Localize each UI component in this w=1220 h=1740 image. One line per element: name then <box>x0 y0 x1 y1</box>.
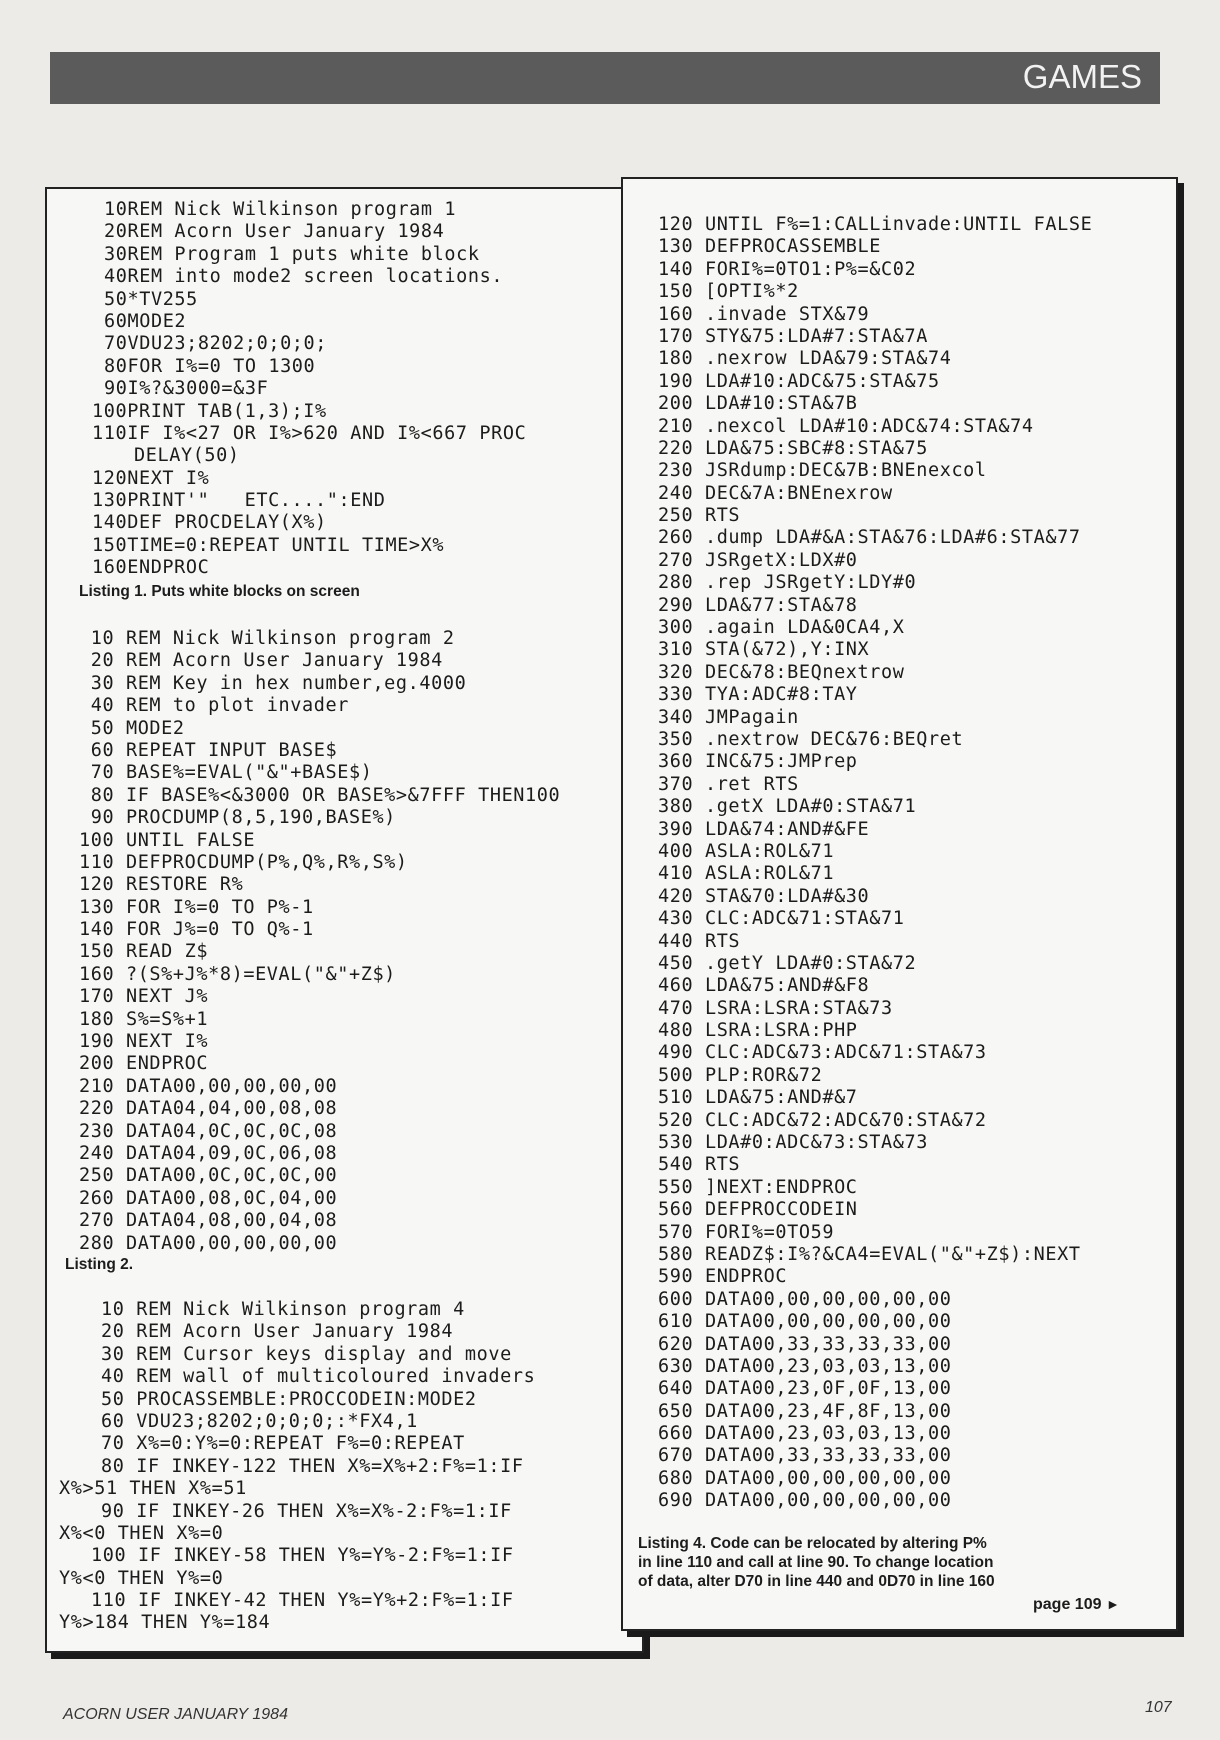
code-line: 280 DATA00,00,00,00,00 <box>79 1232 338 1254</box>
code-line: 270 DATA04,08,00,04,08 <box>79 1210 338 1232</box>
code-line: 70 X%=0:Y%=0:REPEAT F%=0:REPEAT <box>101 1433 465 1455</box>
code-line: 160ENDPROC <box>92 557 210 579</box>
code-line: 170 STY&75:LDA#7:STA&7A <box>658 325 928 347</box>
code-line: 660 DATA00,23,03,03,13,00 <box>658 1423 952 1445</box>
code-line: 340 JMPagain <box>658 706 799 728</box>
code-line: 260 DATA00,08,0C,04,00 <box>79 1187 338 1209</box>
code-line: 150TIME=0:REPEAT UNTIL TIME>X% <box>92 534 445 556</box>
code-line: Y%<0 THEN Y%=0 <box>59 1567 224 1589</box>
code-line: 220 DATA04,04,00,08,08 <box>79 1098 338 1120</box>
code-line: 90 IF INKEY-26 THEN X%=X%-2:F%=1:IF <box>101 1500 512 1522</box>
code-line: 320 DEC&78:BEQnextrow <box>658 661 905 683</box>
code-line: 440 RTS <box>658 930 741 952</box>
listing-2-caption: Listing 2. <box>65 1256 134 1273</box>
section-title: GAMES <box>1022 58 1142 95</box>
code-line: 90I%?&3000=&3F <box>104 378 269 400</box>
code-line: 470 LSRA:LSRA:STA&73 <box>658 997 893 1019</box>
code-line: 140 FORI%=0TO1:P%=&C02 <box>658 258 917 280</box>
code-line: 460 LDA&75:AND#&F8 <box>658 975 870 997</box>
code-line: 60MODE2 <box>104 310 187 332</box>
code-line: 210 DATA00,00,00,00,00 <box>79 1075 338 1097</box>
code-line: 400 ASLA:ROL&71 <box>658 840 835 862</box>
code-line: 490 CLC:ADC&73:ADC&71:STA&73 <box>658 1042 987 1064</box>
code-line: 20 REM Acorn User January 1984 <box>79 650 443 672</box>
code-line: 650 DATA00,23,4F,8F,13,00 <box>658 1400 952 1422</box>
code-line: 50 MODE2 <box>79 717 185 739</box>
code-line: 160 ?(S%+J%*8)=EVAL("&"+Z$) <box>79 963 396 985</box>
code-line: 30REM Program 1 puts white block <box>104 243 480 265</box>
code-line: 160 .invade STX&79 <box>658 303 870 325</box>
code-line: 390 LDA&74:AND#&FE <box>658 818 870 840</box>
code-line: 190 LDA#10:ADC&75:STA&75 <box>658 370 940 392</box>
code-line: 10REM Nick Wilkinson program 1 <box>104 199 457 220</box>
code-line: 200 ENDPROC <box>79 1053 209 1075</box>
right-listing-panel <box>621 177 1178 1631</box>
section-header-bar <box>50 52 1160 104</box>
code-line: 140DEF PROCDELAY(X%) <box>92 512 327 534</box>
code-line: 80FOR I%=0 TO 1300 <box>104 355 316 377</box>
code-line: 250 DATA00,0C,0C,0C,00 <box>79 1165 338 1187</box>
code-line: 100 UNTIL FALSE <box>79 829 256 851</box>
continued-page-ref <box>1033 1596 1120 1614</box>
code-line: 310 STA(&72),Y:INX <box>658 639 870 661</box>
code-line: 330 TYA:ADC#8:TAY <box>658 684 858 706</box>
code-line: 420 STA&70:LDA#&30 <box>658 885 870 907</box>
code-line: 90 PROCDUMP(8,5,190,BASE%) <box>79 807 396 829</box>
code-line: 80 IF BASE%<&3000 OR BASE%>&7FFF THEN100 <box>79 784 561 806</box>
code-line: 80 IF INKEY-122 THEN X%=X%+2:F%=1:IF <box>101 1455 524 1477</box>
code-line: 360 INC&75:JMPrep <box>658 751 858 773</box>
code-line: 380 .getX LDA#0:STA&71 <box>658 796 917 818</box>
code-line: 410 ASLA:ROL&71 <box>658 863 835 885</box>
code-line: 110 DEFPROCDUMP(P%,Q%,R%,S%) <box>79 851 408 873</box>
code-line: 40 REM wall of multicoloured invaders <box>101 1366 536 1388</box>
code-line: 110 IF INKEY-42 THEN Y%=Y%+2:F%=1:IF <box>91 1590 514 1612</box>
code-line: 510 LDA&75:AND#&7 <box>658 1087 858 1109</box>
code-line: 110IF I%<27 OR I%>620 AND I%<667 PROC <box>92 422 527 444</box>
code-line: 20REM Acorn User January 1984 <box>104 221 445 243</box>
code-line: 240 DEC&7A:BNEnexrow <box>658 482 893 504</box>
code-line: Y%>184 THEN Y%=184 <box>59 1612 271 1634</box>
code-line: 520 CLC:ADC&72:ADC&70:STA&72 <box>658 1109 987 1131</box>
code-line: 30 REM Cursor keys display and move <box>101 1343 512 1365</box>
continued-label: page 109 <box>1033 1596 1102 1613</box>
code-line: 120NEXT I% <box>92 467 210 489</box>
code-line: 50 PROCASSEMBLE:PROCCODEIN:MODE2 <box>101 1388 477 1410</box>
code-line: DELAY(50) <box>134 445 240 467</box>
code-line: 190 NEXT I% <box>79 1031 209 1053</box>
code-line: 40REM into mode2 screen locations. <box>104 266 504 288</box>
code-line: 130PRINT'" ETC....":END <box>92 490 386 512</box>
code-line: 130 DEFPROCASSEMBLE <box>658 236 882 258</box>
code-line: 130 FOR I%=0 TO P%-1 <box>79 896 314 918</box>
listing-4-caption: Listing 4. Code can be relocated by altering P% in line 110 and call at line 90. To change location of data, alter D70 in line 440 and 0D70 in line 160 <box>638 1535 995 1590</box>
code-line: X%>51 THEN X%=51 <box>59 1478 247 1500</box>
code-line: 580 READZ$:I%?&CA4=EVAL("&"+Z$):NEXT <box>658 1243 1081 1265</box>
code-line: 680 DATA00,00,00,00,00,00 <box>658 1467 952 1489</box>
code-line: 350 .nextrow DEC&76:BEQret <box>658 728 964 750</box>
code-line: 260 .dump LDA#&A:STA&76:LDA#6:STA&77 <box>658 527 1081 549</box>
listing-1-caption: Listing 1. Puts white blocks on screen <box>79 583 360 600</box>
code-line: 220 LDA&75:SBC#8:STA&75 <box>658 437 928 459</box>
code-line: 690 DATA00,00,00,00,00,00 <box>658 1490 952 1512</box>
code-line: 640 DATA00,23,0F,0F,13,00 <box>658 1378 952 1400</box>
code-line: 10 REM Nick Wilkinson program 2 <box>79 628 455 649</box>
code-line: 100 IF INKEY-58 THEN Y%=Y%-2:F%=1:IF <box>91 1545 514 1567</box>
code-line: 40 REM to plot invader <box>79 695 349 717</box>
code-line: 170 NEXT J% <box>79 986 209 1008</box>
listing-1 <box>92 199 526 580</box>
code-line: 240 DATA04,09,0C,06,08 <box>79 1142 338 1164</box>
code-line: 600 DATA00,00,00,00,00,00 <box>658 1288 952 1310</box>
listing-2 <box>79 628 560 1255</box>
code-line: 150 [OPTI%*2 <box>658 281 799 303</box>
listing-4-part-1 <box>59 1299 535 1635</box>
code-line: 590 ENDPROC <box>658 1266 788 1288</box>
code-line: 210 .nexcol LDA#10:ADC&74:STA&74 <box>658 415 1034 437</box>
code-line: 280 .rep JSRgetY:LDY#0 <box>658 572 917 594</box>
code-line: 550 ]NEXT:ENDPROC <box>658 1176 858 1198</box>
code-line: 530 LDA#0:ADC&73:STA&73 <box>658 1132 928 1154</box>
code-line: 100PRINT TAB(1,3);I% <box>92 400 327 422</box>
code-line: 70 BASE%=EVAL("&"+BASE$) <box>79 762 373 784</box>
code-line: 180 .nexrow LDA&79:STA&74 <box>658 348 952 370</box>
code-line: 60 VDU23;8202;0;0;0;:*FX4,1 <box>101 1410 418 1432</box>
code-line: 370 .ret RTS <box>658 773 799 795</box>
code-line: 620 DATA00,33,33,33,33,00 <box>658 1333 952 1355</box>
magazine-footer: ACORN USER JANUARY 1984 <box>63 1706 288 1723</box>
code-line: 200 LDA#10:STA&7B <box>658 393 858 415</box>
code-line: 560 DEFPROCCODEIN <box>658 1199 858 1221</box>
code-line: 500 PLP:ROR&72 <box>658 1064 823 1086</box>
code-line: 570 FORI%=0TO59 <box>658 1221 835 1243</box>
code-line: 430 CLC:ADC&71:STA&71 <box>658 908 905 930</box>
code-line: X%<0 THEN X%=0 <box>59 1522 224 1544</box>
code-line: 30 REM Key in hex number,eg.4000 <box>79 672 467 694</box>
code-line: 630 DATA00,23,03,03,13,00 <box>658 1355 952 1377</box>
code-line: 120 RESTORE R% <box>79 874 244 896</box>
code-line: 70VDU23;8202;0;0;0; <box>104 333 328 355</box>
code-line: 230 DATA04,0C,0C,0C,08 <box>79 1120 338 1142</box>
code-line: 480 LSRA:LSRA:PHP <box>658 1020 858 1042</box>
code-line: 50*TV255 <box>104 288 198 310</box>
listing-4-part-2 <box>658 214 1092 1513</box>
code-line: 670 DATA00,33,33,33,33,00 <box>658 1445 952 1467</box>
code-line: 270 JSRgetX:LDX#0 <box>658 549 858 571</box>
code-line: 20 REM Acorn User January 1984 <box>101 1321 454 1343</box>
code-line: 300 .again LDA&0CA4,X <box>658 617 905 639</box>
code-line: 10 REM Nick Wilkinson program 4 <box>101 1299 465 1320</box>
code-line: 230 JSRdump:DEC&7B:BNEnexcol <box>658 460 987 482</box>
code-line: 150 READ Z$ <box>79 941 209 963</box>
code-line: 60 REPEAT INPUT BASE$ <box>79 739 338 761</box>
code-line: 180 S%=S%+1 <box>79 1008 209 1030</box>
left-listing-panel <box>45 187 644 1653</box>
page-number: 107 <box>1145 1699 1172 1716</box>
code-line: 250 RTS <box>658 505 741 527</box>
code-line: 450 .getY LDA#0:STA&72 <box>658 952 917 974</box>
code-line: 610 DATA00,00,00,00,00,00 <box>658 1311 952 1333</box>
continue-arrow-icon: ► <box>1105 1596 1120 1612</box>
code-line: 540 RTS <box>658 1154 741 1176</box>
code-line: 140 FOR J%=0 TO Q%-1 <box>79 919 314 941</box>
code-line: 120 UNTIL F%=1:CALLinvade:UNTIL FALSE <box>658 214 1093 235</box>
code-line: 290 LDA&77:STA&78 <box>658 594 858 616</box>
